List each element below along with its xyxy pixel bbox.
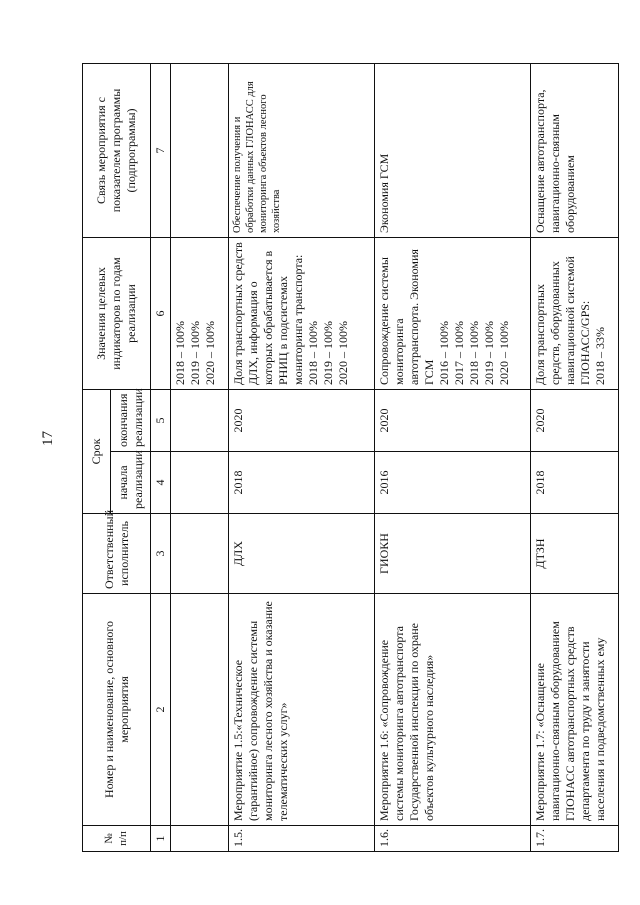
header-name: Номер и наименование, основного мероприятия bbox=[83, 594, 151, 826]
col-number-7: 7 bbox=[151, 64, 171, 238]
col-number-6: 6 bbox=[151, 238, 171, 390]
row-num: 1.7. bbox=[531, 826, 619, 852]
table-row bbox=[375, 64, 531, 852]
row-executor: ДЛХ bbox=[229, 514, 375, 594]
row-num: 1.5. bbox=[229, 826, 375, 852]
col-number-5: 5 bbox=[151, 390, 171, 452]
rotated-table-container bbox=[82, 64, 622, 852]
indicator-text: Сопровождение системы мониторинга автотранспорта. Экономия ГСМ bbox=[377, 249, 436, 385]
header-num: № п/п bbox=[83, 826, 151, 852]
col-number-2: 2 bbox=[151, 594, 171, 826]
table-row-continued bbox=[171, 64, 229, 852]
table-row bbox=[229, 64, 375, 852]
header-end: окончания реализации bbox=[111, 390, 151, 452]
row-end: 2020 bbox=[229, 390, 375, 452]
row-name: Мероприятие 1.5:«Техническое (гарантийное) сопровождение системы мониторинга лесного хозяйства и оказание телематических услуг» bbox=[229, 594, 375, 826]
row-link: Обеспечение получения и обработки данных ГЛОНАСС для мониторинга объектов лесного хозяйства bbox=[229, 64, 375, 238]
row-executor: ДТЗН bbox=[531, 514, 619, 594]
row-start: 2018 bbox=[229, 452, 375, 514]
page-number: 17 bbox=[40, 431, 56, 446]
row-indicators: Сопровождение системы мониторинга автотранспорта. Экономия ГСМ 2016 – 100% 2017 – 100% 2018 – 100% 2019 – 100% 2020 – 100% bbox=[375, 238, 531, 390]
header-executor: Ответственный исполнитель bbox=[83, 514, 151, 594]
header-indicators: Значения целевых индикаторов по годам реализации bbox=[83, 238, 151, 390]
indicator-text: Доля транспортных средств, оборудованных навигационной системой ГЛОНАСС/GPS: bbox=[533, 256, 592, 385]
row-num: 1.6. bbox=[375, 826, 531, 852]
row-executor: ГИОКН bbox=[375, 514, 531, 594]
program-measures-table bbox=[82, 63, 619, 852]
row-end: 2020 bbox=[531, 390, 619, 452]
row-link: Оснащение автотранспорта, навигационно-связным оборудованием bbox=[531, 64, 619, 238]
row-start: 2016 bbox=[375, 452, 531, 514]
table-row bbox=[531, 64, 619, 852]
row-start: 2018 bbox=[531, 452, 619, 514]
col-number-3: 3 bbox=[151, 514, 171, 594]
row-link: Экономия ГСМ bbox=[375, 64, 531, 238]
row-name: Мероприятие 1.7: «Оснащение навигационно-связным оборудованием ГЛОНАСС автотранспортных средств департамента по труду и занятости населения и подведомственных ему bbox=[531, 594, 619, 826]
col-number-4: 4 bbox=[151, 452, 171, 514]
header-start: начала реализации bbox=[111, 452, 151, 514]
col-number-1: 1 bbox=[151, 826, 171, 852]
row-name: Мероприятие 1.6: «Сопровождение системы мониторинга автотранспорта Государственной инспекции по охране объектов культурного наследия» bbox=[375, 594, 531, 826]
header-link: Связь мероприятия с показателем программы (подпрограммы) bbox=[83, 64, 151, 238]
indicator-values: 2018 – 100% 2019 – 100% 2020 – 100% bbox=[171, 238, 229, 390]
header-term: Срок bbox=[83, 390, 111, 514]
row-indicators: Доля транспортных средств, оборудованных навигационной системой ГЛОНАСС/GPS: 2018 – 33% bbox=[531, 238, 619, 390]
row-indicators: Доля транспортных средств ДЛХ, информация о которых обрабатывается в РНИЦ в подсистемах мониторинга транспорта: 2018 – 100% 2019 – 100% 2020 – 100% bbox=[229, 238, 375, 390]
row-end: 2020 bbox=[375, 390, 531, 452]
indicator-text: Доля транспортных средств ДЛХ, информация о которых обрабатывается в РНИЦ в подсистемах мониторинга транспорта: bbox=[231, 242, 305, 385]
